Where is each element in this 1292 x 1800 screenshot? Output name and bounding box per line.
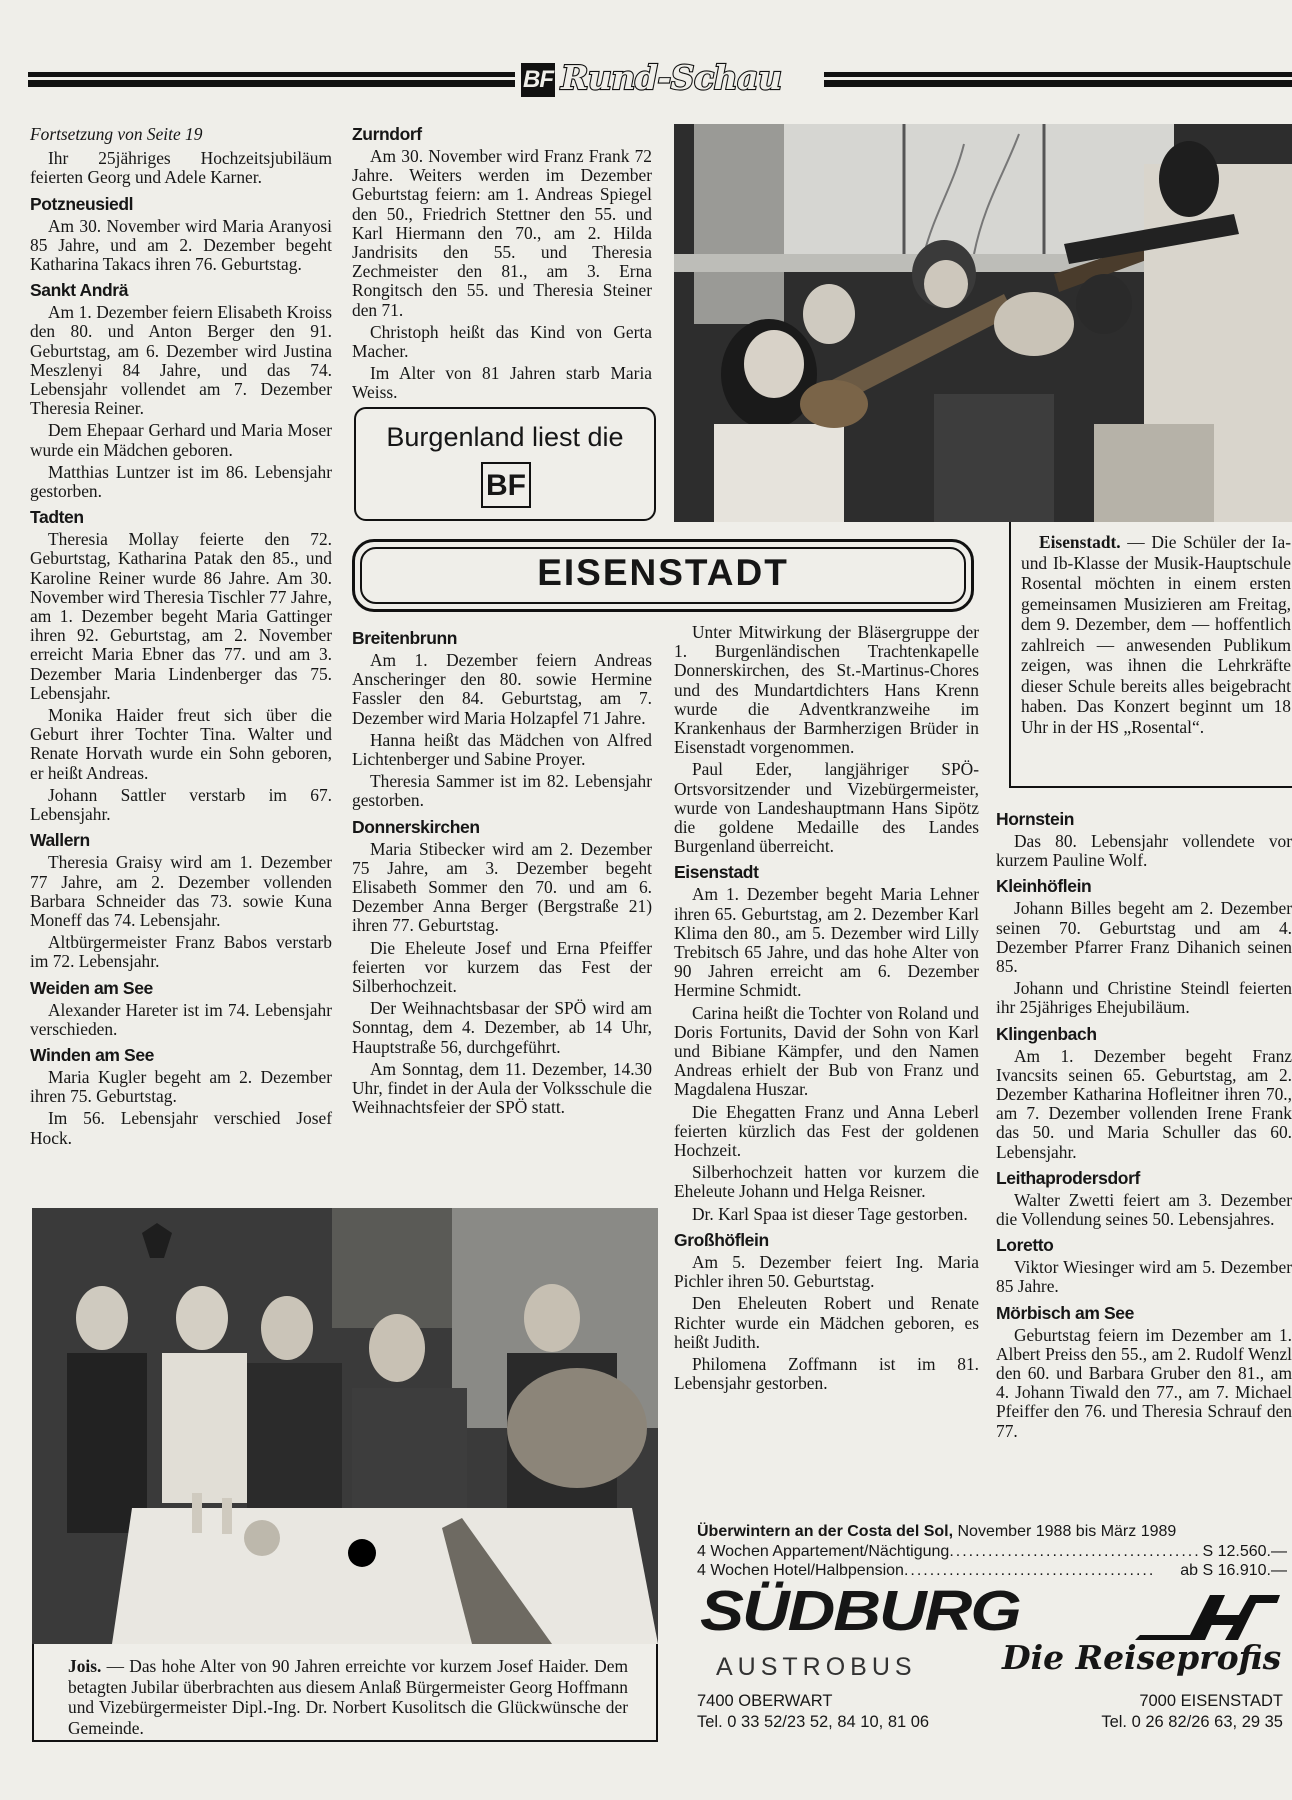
article-paragraph: Das 80. Lebensjahr vollendete vor kurzem Pauline Wolf. [996,831,1292,871]
article-paragraph: Den Eheleuten Robert und Renate Richter wurde ein Mädchen geboren, es heißt Judith. [674,1293,979,1352]
music-students-photo [674,124,1292,522]
article-paragraph: Am Sonntag, dem 11. Dezember, 14.30 Uhr, findet in der Aula der Volksschule die Weihnachtsfeier der SPÖ statt. [352,1058,652,1118]
article-paragraph: Ihr 25jähriges Hochzeitsjubiläum feierten Georg und Adele Karner. [30,148,332,188]
jois-jubilee-photo [32,1208,658,1644]
ad-row-2-price: ab S 16.910.— [1180,1562,1287,1579]
caption-place: Jois. [68,1656,102,1676]
article-paragraph: Dr. Karl Spaa ist dieser Tage gestorben. [692,1203,968,1224]
article-paragraph: Am 30. November wird Franz Frank 72 Jahre. Weiters werden im Dezember Geburtstag feiern: am 1. Andreas Spiegel den 50., Friedrich Stettner den 55. und Karl Hiermann den 70., am 2. Hilda Jandrisits den 55. und Theresia Zechmeister den 81., am 3. Erna Rongitsch den 55. und Theresia Steiner den 71. [352,146,652,320]
left-city: 7400 OBERWART [697,1692,833,1710]
article-paragraph: Altbürgermeister Franz Babos verstarb im 72. Lebensjahr. [30,932,332,972]
column-2 [352,622,652,1120]
promo-logo: BF [481,462,531,508]
article-paragraph: Am 1. Dezember begeht Maria Lehner ihren 65. Geburtstag, am 2. Dezember Karl Klima den 80., am 5. Dezember wird Lilly Trebitsch 65 Jahre, und das hohe Alter von 90 Jahren erreicht am 6. Dezember Hermine Schmidt. [674,884,979,1001]
article-paragraph: Monika Haider freut sich über die Geburt ihrer Tochter Tina. Walter und Renate Horvath wurde ein Sohn geboren, er heißt Andreas. [30,705,332,783]
article-paragraph: Alexander Hareter ist im 74. Lebensjahr verschieden. [30,999,332,1039]
section-heading: Eisenstadt [674,862,759,883]
col3-sections [674,623,979,1393]
brand-logo: SÜDBURG [700,1578,1020,1642]
article-paragraph: Am 1. Dezember feiern Elisabeth Kroiss den 80. und Anton Berger den 91. Geburtstag, am 6. Dezember wird Justina Meszlenyi 84 Jahre, und das 74. Lebensjahr vollendet am 7. Dezember Theresia Reiner. [30,302,332,419]
music-photo-caption [1021,532,1291,737]
article-paragraph: Silberhochzeit hatten vor kurzem die Eheleute Johann und Helga Reisner. [674,1162,979,1202]
section-heading: Wallern [30,830,90,851]
column-3 [674,623,979,1396]
caption-text: — Das hohe Alter von 90 Jahren erreichte vor kurzem Josef Haider. Dem betagten Jubilar überbrachten aus diesem Anlaß Bürgermeister Georg Hoffmann und Vizebürgermeister Dipl.-Ing. Dr. Norbert Kusolitsch die Glückwünsche der Gemeinde. [68,1656,628,1738]
caption-place: Eisenstadt. [1039,532,1121,552]
col2-sections [352,627,652,1117]
masthead-title: Rund-Schau [561,58,782,97]
bf-logo: BF [521,63,555,97]
ad-row-1-price: S 12.560.— [1202,1543,1287,1560]
section-heading: Tadten [30,507,84,528]
jois-photo-caption-box [32,1644,658,1742]
subbrand: AUSTROBUS [716,1653,917,1681]
article-paragraph: Johann und Christine Steindl feierten ihr 25jähriges Ehejubiläum. [996,978,1292,1018]
article-paragraph: Am 1. Dezember feiern Andreas Anscheringer den 80. sowie Hermine Fassler den 84. Geburtstag, am 7. Dezember wird Maria Holzapfel 71 Jahre. [352,650,652,728]
article-paragraph: Am 1. Dezember begeht Franz Ivancsits seinen 65. Geburtstag, am 2. Dezember Katharina Hofleitner ihren 70., am 7. Dezember vollenden Irene Frank das 50. und Maria Schuller das 60. Lebensjahr. [996,1045,1292,1162]
col2top-sections [352,123,652,403]
ad-row-1 [697,1543,1287,1561]
brand-swoosh-icon [1130,1585,1280,1645]
slogan: Die Reiseprofis [1002,1638,1282,1677]
column-2-top [352,118,652,406]
section-heading: Potzneusiedl [30,193,134,214]
section-heading: Kleinhöflein [996,876,1092,897]
article-paragraph: Viktor Wiesinger wird am 5. Dezember 85 Jahre. [996,1257,1292,1297]
article-paragraph: Am 5. Dezember feiert Ing. Maria Pichler ihren 50. Geburtstag. [674,1251,979,1292]
col4-sections [996,808,1292,1441]
eisenstadt-banner [352,539,974,612]
article-paragraph: Hanna heißt das Mädchen von Alfred Lichtenberger und Sabine Proyer. [352,729,652,770]
left-tel: Tel. 0 33 52/23 52, 84 10, 81 06 [697,1713,930,1731]
column-1 [30,125,332,1151]
section-heading: Hornstein [996,809,1075,829]
section-heading: Klingenbach [996,1023,1097,1044]
section-heading: Weiden am See [30,977,153,998]
article-paragraph: Maria Stibecker wird am 2. Dezember 75 Jahre, am 3. Dezember begeht Elisabeth Sommer den 70. und am 6. Dezember Anna Berger (Bergstraße 21) ihren 77. Geburtstag. [352,838,652,936]
banner-title: EISENSTADT [537,552,789,593]
ad-row-1-dots: ....................................... [949,1543,1201,1560]
music-photo-caption-box [1009,522,1292,788]
section-heading: Donnerskirchen [352,816,480,837]
right-city: 7000 EISENSTADT [1139,1692,1283,1710]
article-paragraph: Maria Kugler begeht am 2. Dezember ihren 75. Geburtstag. [30,1066,332,1107]
article-paragraph: Christoph heißt das Kind von Gerta Macher. [352,321,652,362]
section-heading: Sankt Andrä [30,280,129,301]
article-paragraph: Die Ehegatten Franz und Anna Leberl feierten kürzlich das Fest der goldenen Hochzeit. [674,1101,979,1161]
ad-row-2-label: 4 Wochen Hotel/Halbpension [697,1562,904,1579]
article-paragraph: Im 56. Lebensjahr verschied Josef Hock. [30,1108,332,1148]
article-paragraph: Carina heißt die Tochter von Roland und Doris Fortunits, David der Sohn von Karl und Bibiane Kämpfer, und den Namen Andreas erhielt der Bub von Franz und Magdalena Huszar. [674,1002,979,1100]
article-paragraph: Theresia Graisy wird am 1. Dezember 77 Jahre, am 2. Dezember vollenden Barbara Schneider das 73. sowie Kuna Moneff das 74. Lebensjahr. [30,852,332,930]
section-heading: Loretto [996,1235,1054,1256]
article-paragraph: Philomena Zoffmann ist im 81. Lebensjahr gestorben. [674,1353,979,1394]
section-heading: Breitenbrunn [352,628,458,648]
article-paragraph: Johann Billes begeht am 2. Dezember seinen 70. Geburtstag und am 4. Dezember Pfarrer Franz Dihanich seinen 85. [996,898,1292,977]
section-heading: Mörbisch am See [996,1302,1134,1323]
article-paragraph: Unter Mitwirkung der Bläsergruppe der 1. Burgenländischen Trachtenkapelle Donnerskirchen, des St.-Martinus-Chores und des Mundartdichters Hans Krenn wurde die Adventkranzweihe im Krankenhaus der Barmherzigen Brüder in Eisenstadt vorgenommen. [674,622,979,758]
section-heading: Winden am See [30,1044,154,1065]
ad-row-2-dots: ....................................... [903,1562,1156,1579]
promo-text: Burgenland liest die [386,422,624,452]
article-paragraph: Am 30. November wird Maria Aranyosi 85 Jahre, und am 2. Dezember begeht Katharina Takacs ihren 76. Geburtstag. [30,215,332,275]
article-paragraph: Matthias Luntzer ist im 86. Lebensjahr gestorben. [30,461,332,502]
column-4 [996,803,1292,1444]
caption-text: — Die Schüler der Ia- und Ib-Klasse der Musik-Hauptschule Rosental möchten in einem ersten gemeinsamen Musizieren am Freitag, dem 9. Dezember, dem — hoffentlich zahlreich — anwesenden Publikum zeigen, was ihnen die Lehrkräfte dieser Schule bereits alles beigebracht haben. Das Konzert beginnt um 18 Uhr in der HS „Rosental“. [1021,532,1291,737]
col1-sections [30,149,332,1148]
article-paragraph: Walter Zwetti feiert am 3. Dezember die Vollendung seines 50. Lebensjahres. [996,1189,1292,1230]
jois-photo-caption [68,1656,628,1738]
promo-box [354,407,656,521]
ad-period: November 1988 bis März 1989 [957,1523,1177,1540]
article-paragraph: Theresia Sammer ist im 82. Lebensjahr gestorben. [352,771,652,811]
section-heading: Leithaprodersdorf [996,1167,1140,1188]
section-heading: Großhöflein [674,1229,769,1250]
article-paragraph: Die Eheleute Josef und Erna Pfeiffer feierten vor kurzem das Fest der Silberhochzeit. [352,937,652,997]
ad-headline-row [697,1523,1287,1541]
article-paragraph: Im Alter von 81 Jahren starb Maria Weiss. [352,363,652,403]
ad-row-1-label: 4 Wochen Appartement/Nächtigung [697,1543,950,1560]
right-tel: Tel. 0 26 82/26 63, 29 35 [1101,1713,1283,1731]
ad-headline: Überwintern an der Costa del Sol, [697,1523,954,1540]
article-paragraph: Der Weihnachtsbasar der SPÖ wird am Sonntag, dem 4. Dezember, ab 14 Uhr, Hauptstraße 56, durchgeführt. [352,998,652,1057]
article-paragraph: Theresia Mollay feierte den 72. Geburtstag, Katharina Patak den 85., und Karoline Reiner wurde 86 Jahre. Am 30. November wird Theresia Tischler 77 Jahre, am 1. Dezember begeht Maria Gattinger ihren 92. Geburtstag, am 2. November erreicht Maria Ebner das 77. und am 3. Dezember Maria Lindenberger das 75. Lebensjahr. [30,529,332,703]
section-heading: Zurndorf [352,124,422,144]
article-paragraph: Paul Eder, langjähriger SPÖ-Ortsvorsitzender und Vizebürgermeister, wurde von Landeshauptmann Hans Sipötz die goldene Medaille des Landes Burgenland überreicht. [674,759,979,857]
masthead-rule-left [28,72,515,87]
article-paragraph: Dem Ehepaar Gerhard und Maria Moser wurde ein Mädchen geboren. [30,420,332,460]
continuation-note: Fortsetzung von Seite 19 [30,124,203,144]
masthead-rule-right [824,72,1292,87]
article-paragraph: Johann Sattler verstarb im 67. Lebensjahr. [30,784,332,825]
article-paragraph: Geburtstag feiern im Dezember am 1. Albert Preiss den 55., am 2. Rudolf Wenzl den 60. und Barbara Gruber den 81., am 4. Johann Tiwald den 77., am 7. Michael Pfeiffer den 76. und Theresia Schrauf den 77. [996,1324,1292,1441]
